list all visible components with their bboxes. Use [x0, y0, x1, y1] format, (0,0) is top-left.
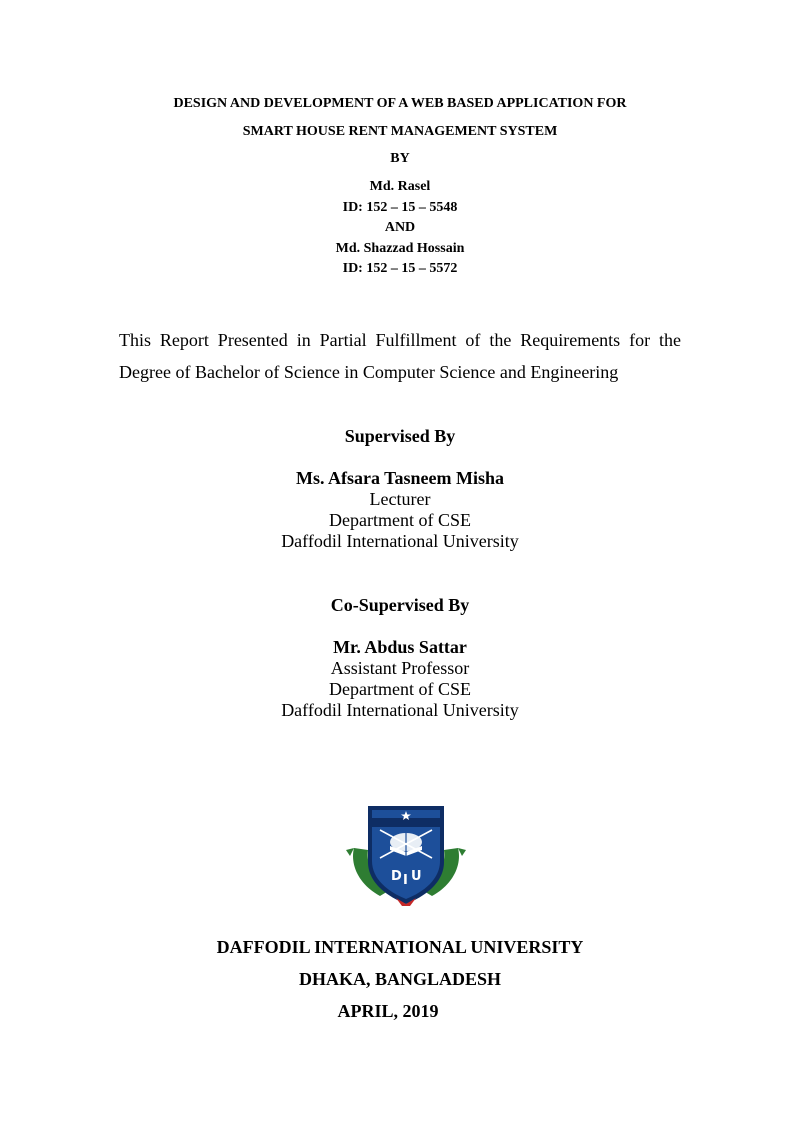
report-title-line-1: DESIGN AND DEVELOPMENT OF A WEB BASED APPLICATION FOR: [173, 96, 627, 111]
svg-text:I: I: [403, 873, 408, 888]
co-supervisor-department: Department of CSE: [329, 679, 471, 699]
supervisor-heading: Supervised By: [344, 426, 456, 446]
supervisor-university: Daffodil International University: [281, 531, 519, 551]
co-supervisor-university: Daffodil International University: [281, 700, 519, 720]
author-2-name: Md. Shazzad Hossain: [335, 241, 465, 256]
svg-text:D: D: [391, 869, 402, 884]
co-supervisor-name: Mr. Abdus Sattar: [333, 637, 467, 657]
footer-location: DHAKA, BANGLADESH: [298, 969, 502, 989]
statement-line-1: This Report Presented in Partial Fulfillment of the Requirements for the: [119, 330, 681, 350]
and-label: AND: [384, 220, 416, 235]
author-1-name: Md. Rasel: [369, 179, 431, 194]
university-crest-graphic: [344, 800, 468, 906]
report-statement: [119, 331, 681, 349]
university-crest-icon: [344, 800, 468, 906]
report-statement-cont: [119, 363, 681, 381]
supervisor-designation: Lecturer: [369, 489, 431, 509]
supervisor-department: Department of CSE: [329, 510, 471, 530]
co-supervisor-designation: Assistant Professor: [330, 658, 470, 678]
statement-line-2: Degree of Bachelor of Science in Computer Science and Engineering: [119, 362, 619, 382]
supervisor-name: Ms. Afsara Tasneem Misha: [295, 468, 504, 488]
by-label: BY: [390, 151, 410, 166]
footer-university: DAFFODIL INTERNATIONAL UNIVERSITY: [216, 937, 584, 957]
author-2-id: ID: 152 – 15 – 5572: [342, 261, 458, 276]
author-1-id: ID: 152 – 15 – 5548: [342, 200, 458, 215]
svg-text:U: U: [411, 869, 422, 884]
co-supervisor-heading: Co-Supervised By: [330, 595, 470, 615]
footer-date: APRIL, 2019: [337, 1001, 439, 1021]
report-title-line-2: SMART HOUSE RENT MANAGEMENT SYSTEM: [242, 124, 558, 139]
